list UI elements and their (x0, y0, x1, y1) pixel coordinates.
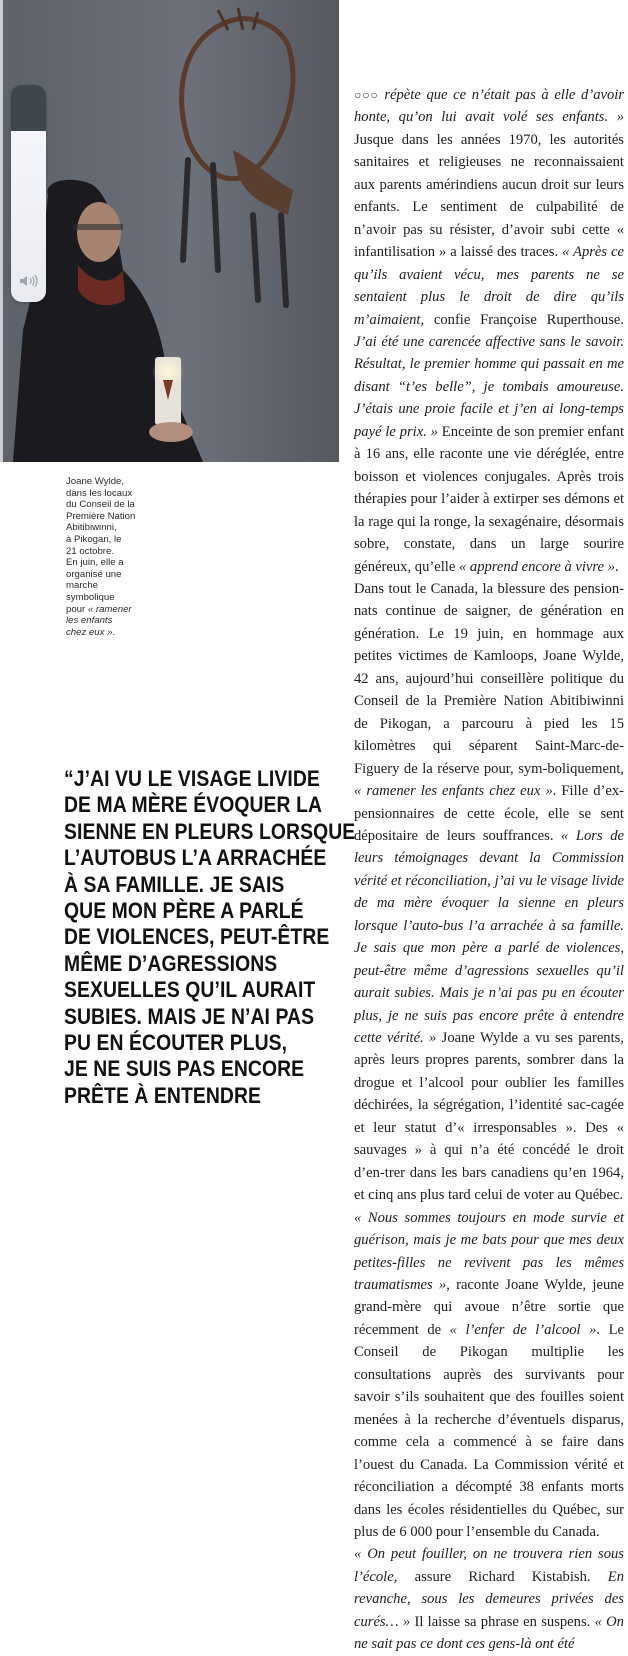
caption-line: à Pikogan, le (66, 533, 122, 545)
body-text: Il laisse sa phrase en suspens. (410, 1613, 595, 1630)
pull-quote-line: “J’AI VU LE VISAGE LIVIDE (64, 766, 320, 791)
body-text: Joane Wylde a vu ses parents, après leurs propres parents, sombrer dans la drogue et l’alcool pour oublier les familles déchirées, la ségrégation, l’identité sac-cagée et leur statut d’« irresponsables ». Des « sauvages » à qui n’a été concédé le droit d’en-trer dans les bars canadiens qu’en 1964, et cinq ans plus tard celui de voter au Québec. (354, 1030, 624, 1204)
body-text: Enceinte de son premier enfant à 16 ans, elle raconte une vie déréglée, entre boisson et violences conjugales. Après trois thérapies pour l’aider à extirper ses démons et la rage qui la ronge, la sexagénaire, désormais sobre, constate, dans un large sourire généreux, qu’elle (354, 423, 624, 575)
article-body (354, 84, 624, 1656)
pull-quote-line: SIENNE EN PLEURS LORSQUE (64, 818, 356, 844)
volume-hud[interactable] (11, 85, 46, 302)
quoted-text: J’ai été une carencée affective sans le savoir. Résultat, le premier homme qui passait en me disant “t’es belle”, je tombais amoureuse. J’étais une proie facile et j’en ai long-temps payé le prix. » (354, 333, 624, 440)
continuation-marker: ○○○ (354, 88, 379, 102)
caption-line: du Conseil de la (66, 499, 135, 511)
speaker-icon (19, 274, 39, 288)
caption-line (66, 615, 161, 627)
quoted-text: « l’enfer de l’alcool » (449, 1321, 597, 1338)
article-paragraph (354, 578, 624, 1207)
caption-quote: les enfants (66, 615, 113, 627)
quoted-text: « On peut fouiller, on ne trouvera rien sous l’école, (354, 1546, 624, 1585)
body-text: confie Françoise Ruperthouse. (424, 311, 624, 328)
quoted-text: répète que ce n’était pas à elle d’avoir honte, qu’on lui avait volé ses enfants. » (354, 87, 624, 126)
caption-quote: « ramener (87, 603, 132, 615)
quoted-text: « apprend encore à vivre » (458, 558, 615, 575)
body-text: Dans tout le Canada, la blessure des pension-nats continue de saigner, de génération en génération. Le 19 juin, en hommage aux petites victimes de Kamloops, Joane Wylde, 42 ans, aujourd’hui conseillère politique du Conseil de la Première Nation Abitibiwinni de Pikogan, a parcouru à pied les 15 kilomètres qui séparent Saint-Marc-de-Figuery de la réserve pour, sym-boliquement, (354, 580, 624, 777)
body-text: assure Richard Kistabish. (397, 1568, 608, 1585)
pull-quote-line: SUBIES. MAIS JE N’AI PAS (64, 1003, 315, 1029)
caption-line: Abitibiwinni, (66, 522, 117, 534)
quoted-text: « On ne sait pas ce dont ces gens-là ont été (354, 1613, 624, 1653)
pull-quote-line: PRÊTE À ENTENDRE (64, 1082, 262, 1108)
photo-caption (66, 476, 161, 638)
quoted-text: « Lors de leurs témoignages devant la Commission vérité et réconciliation, j’ai vu le visage livide de ma mère évoquer la sienne en pleurs lorsque l’auto-bus l’a arrachée à sa famille. Je sais que mon père a parlé de violences, peut-être même d’agressions sexuelles qu’il aurait subies. Mais je n’ai pas pu en écouter plus, je ne suis pas encore prête à entendre cette vérité. » (354, 827, 624, 1047)
caption-line (66, 604, 161, 616)
pull-quote (64, 766, 356, 1109)
caption-line: dans les locaux (66, 487, 133, 499)
caption-text: . (112, 626, 116, 638)
body-text: . (614, 558, 619, 575)
quoted-text: « ramener les enfants chez eux » (354, 783, 553, 800)
caption-line: symbolique (66, 591, 115, 603)
body-text: . Fille d’ex-pensionnaires de cette école, elle se sent dépositaire de leurs souffrances. (354, 783, 624, 844)
pull-quote-line: MÊME D’AGRESSIONS (64, 950, 278, 976)
caption-text: pour (66, 603, 88, 615)
caption-line: En juin, elle a (66, 557, 124, 569)
caption-line: 21 octobre. (66, 545, 115, 557)
pull-quote-line: JE NE SUIS PAS ENCORE (64, 1056, 305, 1082)
body-text: Jusque dans les années 1970, les autorités sanitaires et religieuses ne reconnaissaient aux parents amérindiens aucun droit sur leurs enfants. Le sentiment de culpabilité de n’avoir pas su résister, d’avoir subi cette « infantilisation » a laissé des traces. (354, 131, 624, 261)
pull-quote-line: À SA FAMILLE. JE SAIS (64, 871, 285, 897)
caption-quote: chez eux » (66, 626, 113, 638)
caption-line (66, 627, 161, 639)
caption-line: marche (66, 580, 98, 592)
article-paragraph (354, 1543, 624, 1655)
caption-line: Première Nation (66, 510, 136, 522)
pull-quote-line: QUE MON PÈRE A PARLÉ (64, 897, 304, 923)
quoted-text: « Après ce qu’ils avaient vécu, mes parents ne se sentaient plus le droit de dire qu’ils m’aimaient, (354, 244, 624, 328)
pull-quote-line: DE VIOLENCES, PEUT-ÊTRE (64, 924, 330, 950)
photo-illustration (3, 0, 339, 462)
caption-line: Joane Wylde, (66, 476, 125, 487)
pull-quote-line: SEXUELLES QU’IL AURAIT (64, 977, 316, 1003)
article-paragraph (354, 1207, 624, 1544)
quoted-text: « Nous sommes toujours en mode survie et guérison, mais je me bats pour que mes deux petites-filles ne revivent pas les mêmes traumatismes » (354, 1209, 624, 1294)
quoted-text: En revanche, sous les demeures privées des curés… » (354, 1568, 624, 1630)
pull-quote-line: PU EN ÉCOUTER PLUS, (64, 1029, 288, 1055)
body-text: . Le Conseil de Pikogan multiplie les consultations auprès des survivants pour savoir s’ils souhaitent que des fouilles soient menées à la recherche d’éventuels disparus, comme cela a commencé à se faire dans l’ouest du Canada. La Commission vérité et réconciliation a décompté 38 enfants morts dans les écoles résidentielles du Québec, sur plus de 6 000 pour l’ensemble du Canada. (354, 1321, 624, 1540)
caption-line: organisé une (66, 568, 122, 580)
pull-quote-line: DE MA MÈRE ÉVOQUER LA (64, 792, 323, 818)
pull-quote-line: L’AUTOBUS L’A ARRACHÉE (64, 845, 327, 871)
body-text: , raconte Joane Wylde, jeune grand-mère qui avoue n’être sortie que récemment de (354, 1277, 625, 1338)
article-paragraph (354, 84, 624, 578)
article-photo (3, 0, 339, 462)
